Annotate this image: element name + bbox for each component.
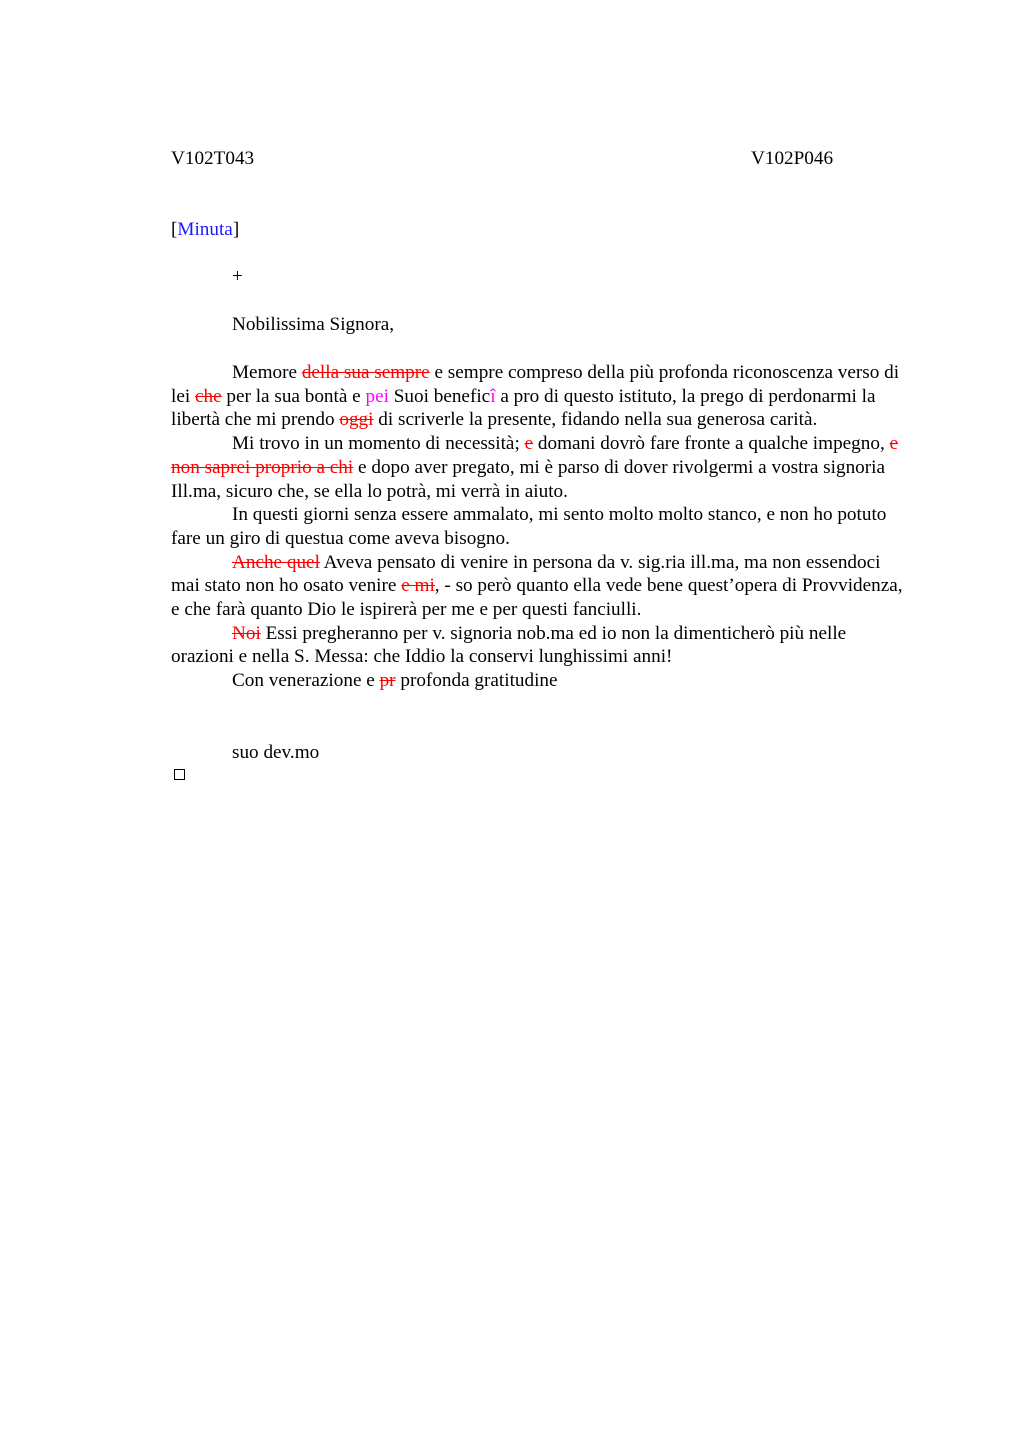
document-code-left: V102T043 [171, 148, 255, 169]
deleted-text: e mi [401, 575, 435, 597]
deleted-text: che [194, 385, 222, 407]
checkbox-square-icon [174, 769, 185, 780]
label-close-bracket: ] [232, 219, 240, 240]
deleted-text: Anche quel [232, 551, 320, 573]
draft-label [171, 218, 239, 242]
closing-signature: suo dev.mo [232, 742, 320, 763]
text-span: Aveva pensato di venire in persona da v. sig.ria ill.ma, ma non essendoci mai stato non ho osato venire [171, 551, 881, 597]
label-open-bracket: [ [171, 219, 178, 240]
text-span: e dopo aver pregato, mi è parso di dover rivolgermi a vostra signoria Ill.ma, sicuro che, se ella lo potrà, mi verrà in aiuto. [171, 456, 885, 502]
inserted-text: î [490, 385, 496, 407]
text-span: In questi giorni senza essere ammalato, mi sento molto molto stanco, e non ho potuto fare un giro di questua come aveva bisogno. [171, 504, 887, 549]
text-span: a pro di questo istituto, la prego di perdonarmi la libertà che mi prendo [171, 385, 876, 431]
text-span: e sempre compreso della più profonda riconoscenza verso di lei [171, 362, 900, 407]
deleted-text: Noi [232, 622, 261, 644]
cross-symbol: + [232, 266, 243, 287]
deleted-text: e non saprei proprio a chi [171, 433, 899, 478]
deleted-text: della sua sempre [301, 362, 430, 383]
letter-body [171, 361, 911, 693]
text-span: Suoi benefic [388, 385, 491, 407]
inserted-text: pei [365, 385, 389, 407]
paragraph-6 [171, 669, 911, 693]
paragraph-1 [171, 361, 911, 432]
label-text: Minuta [177, 219, 233, 240]
text-span: , - so però quanto ella vede bene quest’opera di Provvidenza, e che farà quanto Dio le ispirerà per me e per questi fanciulli. [171, 575, 903, 621]
text-span: per la sua bontà e [221, 385, 366, 407]
paragraph-2 [171, 432, 911, 503]
text-span: Con venerazione e [232, 670, 380, 692]
text-span: di scriverle la presente, fidando nella sua generosa carità. [373, 409, 818, 431]
salutation: Nobilissima Signora, [232, 314, 395, 335]
deleted-text: e [524, 433, 534, 455]
text-span: profonda gratitudine [395, 670, 558, 692]
document-code-right: V102P046 [751, 148, 834, 169]
text-span: Mi trovo in un momento di necessità; [232, 433, 525, 455]
deleted-text: oggi [339, 409, 374, 431]
paragraph-3 [171, 503, 911, 550]
text-span: Essi pregheranno per v. signoria nob.ma ed io non la dimenticherò più nelle orazioni e nella S. Messa: che Iddio la conservi lunghissimi anni! [171, 622, 847, 668]
deleted-text: pr [379, 670, 396, 692]
text-span: domani dovrò fare fronte a qualche impegno, [533, 433, 890, 455]
paragraph-5 [171, 622, 911, 669]
paragraph-4 [171, 551, 911, 622]
text-span: Memore [232, 362, 302, 383]
